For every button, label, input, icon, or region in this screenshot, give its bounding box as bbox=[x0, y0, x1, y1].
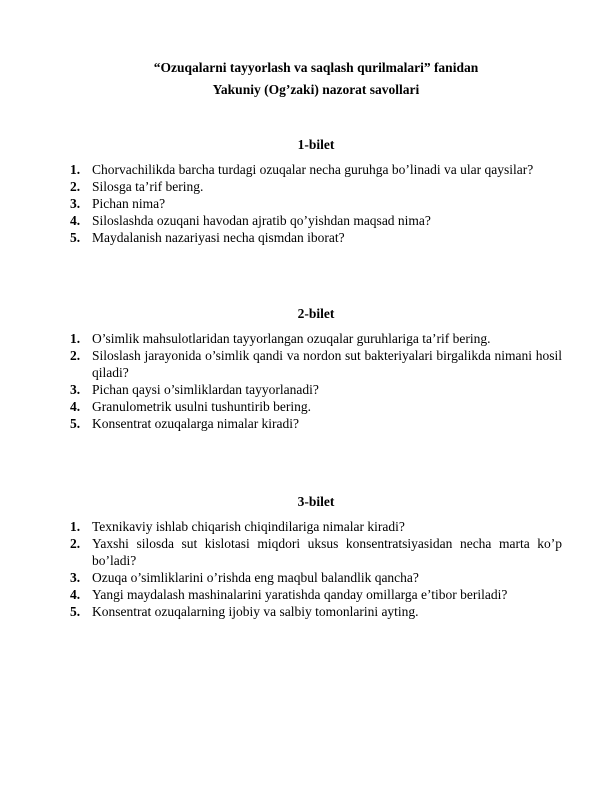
question-number: 3. bbox=[70, 382, 81, 397]
question-item bbox=[70, 398, 562, 415]
question-text: Yangi maydalash mashinalarini yaratishda qanday omillarga e’tibor beriladi? bbox=[92, 587, 508, 602]
question-number: 2. bbox=[70, 179, 81, 194]
document-subtitle: Yakuniy (Og’zaki) nazorat savollari bbox=[212, 82, 420, 97]
question-number: 1. bbox=[70, 162, 81, 177]
question-number: 2. bbox=[70, 536, 81, 551]
question-number: 4. bbox=[70, 399, 81, 414]
question-text: Ozuqa o’simliklarini o’rishda eng maqbul balandlik qancha? bbox=[92, 570, 419, 585]
question-item bbox=[70, 161, 562, 178]
question-text: Maydalanish nazariyasi necha qismdan iborat? bbox=[92, 230, 345, 245]
question-number: 3. bbox=[70, 570, 81, 585]
question-item bbox=[70, 381, 562, 398]
question-text: Konsentrat ozuqalarga nimalar kiradi? bbox=[92, 416, 300, 431]
question-number: 2. bbox=[70, 348, 81, 363]
question-item bbox=[70, 195, 562, 212]
question-item bbox=[70, 569, 562, 586]
question-item bbox=[70, 535, 562, 569]
question-number: 4. bbox=[70, 213, 81, 228]
question-number: 5. bbox=[70, 604, 81, 619]
question-text: Yaxshi silosda sut kislotasi miqdori uksus konsentratsiyasidan necha marta ko’p bo’ladi? bbox=[92, 536, 562, 568]
bilet-section-3 bbox=[70, 494, 562, 620]
bilet-heading: 3-bilet bbox=[297, 494, 335, 509]
question-number: 1. bbox=[70, 331, 81, 346]
question-item bbox=[70, 330, 562, 347]
question-number: 4. bbox=[70, 587, 81, 602]
question-text: Pichan nima? bbox=[92, 196, 166, 211]
question-text: O’simlik mahsulotlaridan tayyorlangan ozuqalar guruhlariga ta’rif bering. bbox=[92, 331, 491, 346]
question-list bbox=[70, 161, 562, 246]
question-item bbox=[70, 603, 562, 620]
question-text: Siloslash jarayonida o’simlik qandi va nordon sut bakteriyalari birgalikda nimani hosil qiladi? bbox=[92, 348, 562, 380]
question-item bbox=[70, 229, 562, 246]
question-number: 1. bbox=[70, 519, 81, 534]
question-number: 5. bbox=[70, 416, 81, 431]
question-list bbox=[70, 330, 562, 432]
question-item bbox=[70, 586, 562, 603]
question-item bbox=[70, 415, 562, 432]
question-text: Chorvachilikda barcha turdagi ozuqalar necha guruhga bo’linadi va ular qaysilar? bbox=[92, 162, 534, 177]
question-item bbox=[70, 518, 562, 535]
question-text: Siloslashda ozuqani havodan ajratib qo’yishdan maqsad nima? bbox=[92, 213, 431, 228]
question-number: 5. bbox=[70, 230, 81, 245]
question-text: Texnikaviy ishlab chiqarish chiqindilariga nimalar kiradi? bbox=[92, 519, 405, 534]
document-title: “Ozuqalarni tayyorlash va saqlash qurilmalari” fanidan bbox=[153, 60, 479, 75]
question-text: Silosga ta’rif bering. bbox=[92, 179, 204, 194]
bilet-section-2 bbox=[70, 306, 562, 432]
question-text: Konsentrat ozuqalarning ijobiy va salbiy tomonlarini ayting. bbox=[92, 604, 419, 619]
bilet-heading: 1-bilet bbox=[297, 137, 335, 152]
question-list bbox=[70, 518, 562, 620]
question-text: Pichan qaysi o’simliklardan tayyorlanadi? bbox=[92, 382, 319, 397]
question-item bbox=[70, 178, 562, 195]
question-text: Granulometrik usulni tushuntirib bering. bbox=[92, 399, 311, 414]
question-number: 3. bbox=[70, 196, 81, 211]
question-item bbox=[70, 347, 562, 381]
question-item bbox=[70, 212, 562, 229]
bilet-heading: 2-bilet bbox=[297, 306, 335, 321]
bilet-section-1 bbox=[70, 137, 562, 246]
